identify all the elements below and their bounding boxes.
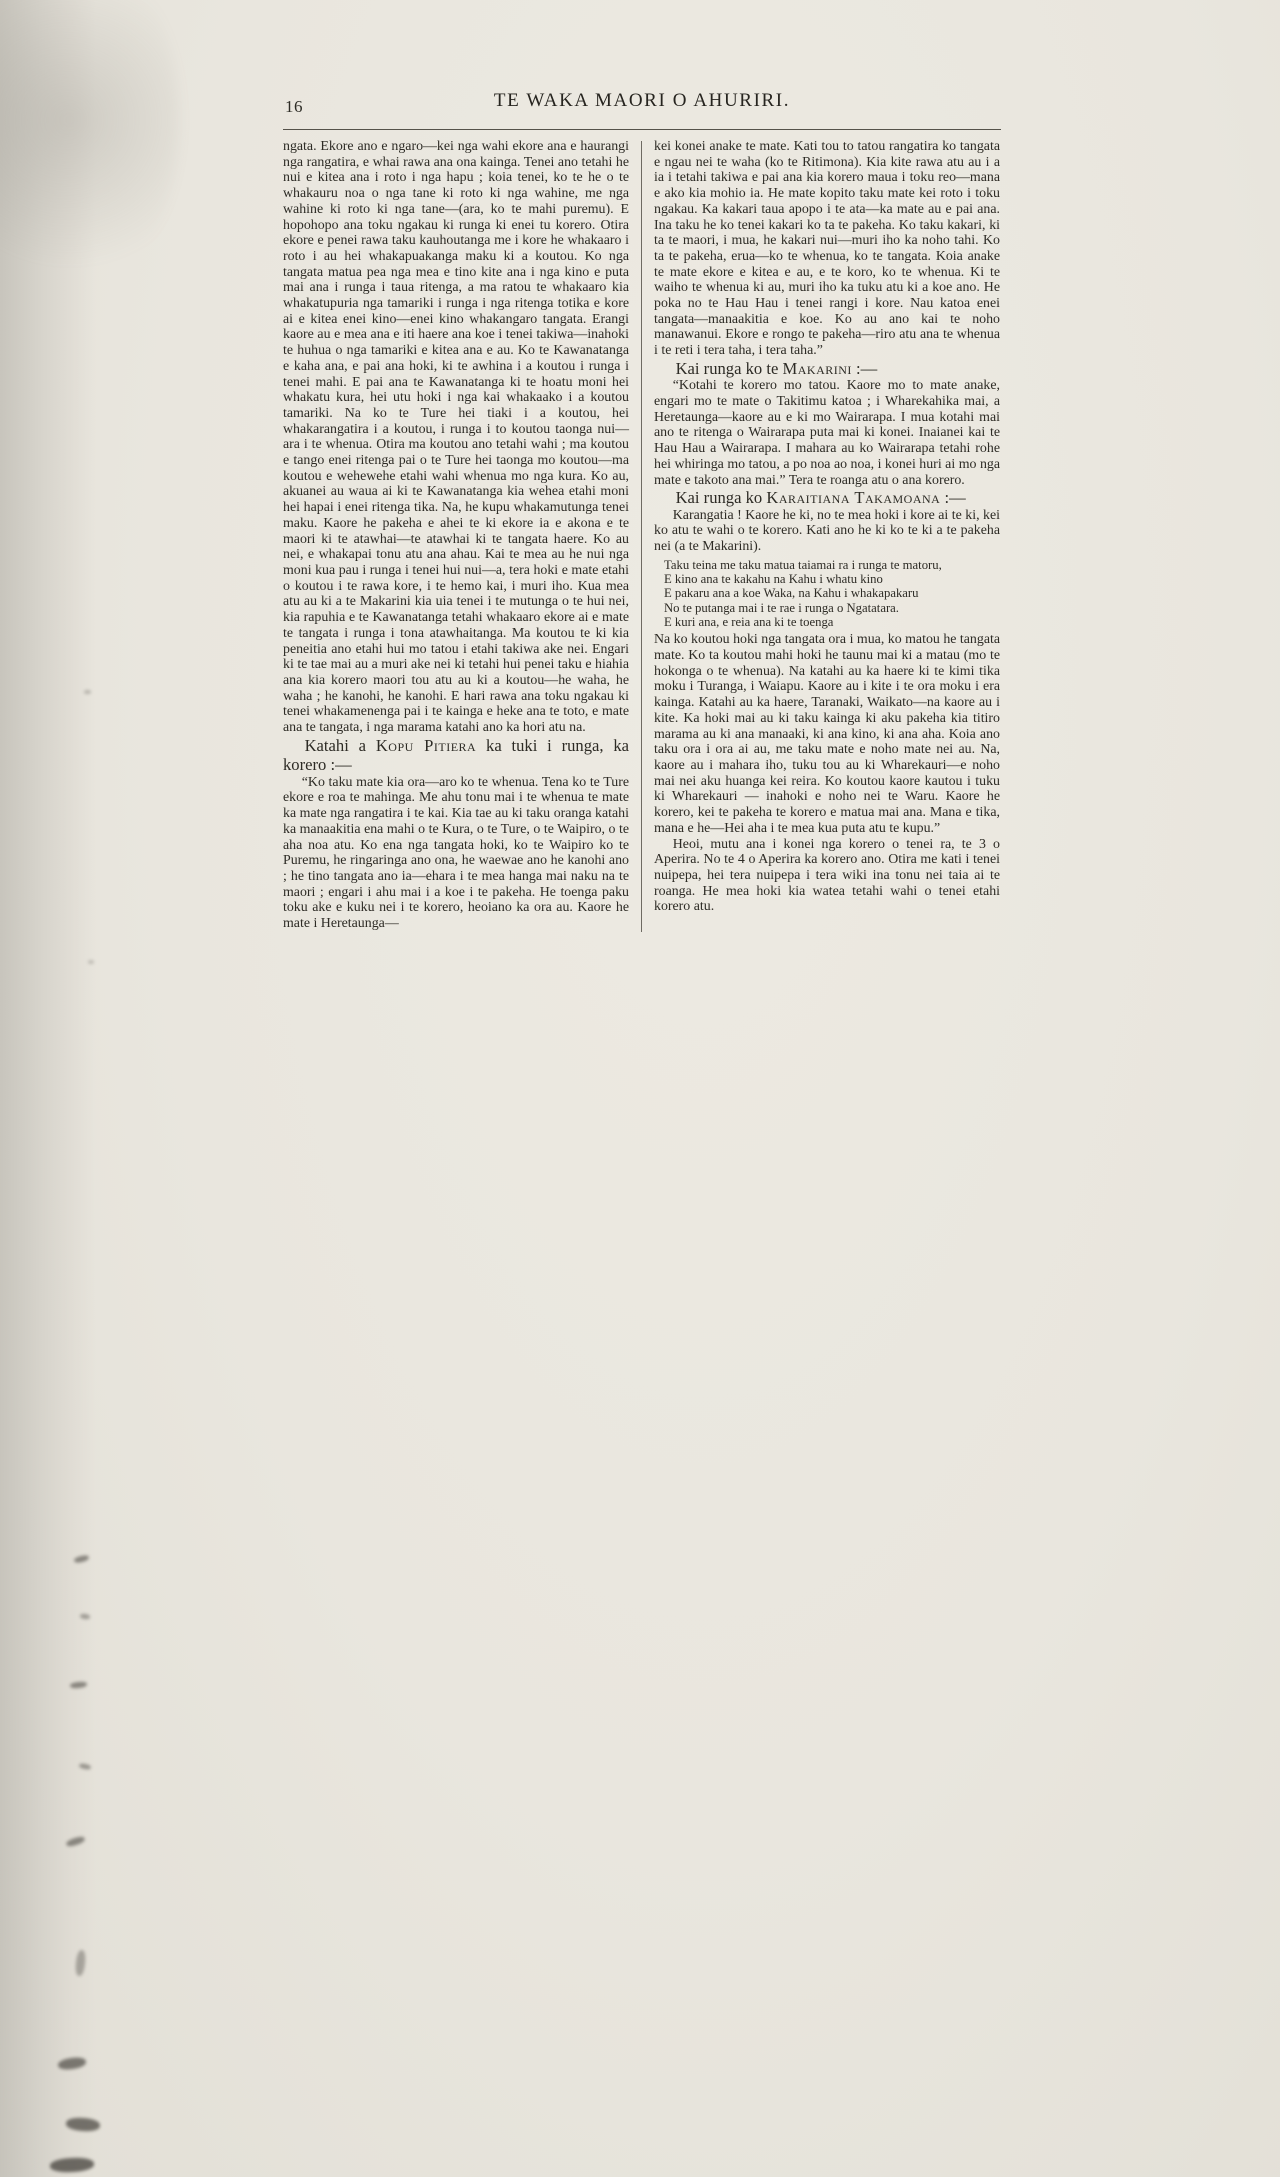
- scan-artifact: [88, 960, 94, 964]
- subheading-kopu-pitiera: [283, 736, 629, 775]
- masthead-title: TE WAKA MAORI O AHURIRI.: [493, 90, 791, 111]
- body-paragraph: “Ko taku mate kia ora—aro ko te whenua. Tena ko te Ture ekore e roa te mahinga. Me ahu tonu mai i te whenua te mate ka mate nga rangatira i te kai. Kia tae au ki taku oranga katahi ka manaakitia ena mahi o te Kura, o te Ture, o te Waipiro, o te aha noa atu. Ko ena nga tangata hoki, ko te Waipiro ko te Puremu, he ringaringa ano ona, he waewae ano he kanohi ano ; he tino tangata ano ia—ehara i te mea hanga mai naku na te maori ; engari i ahu mai i a koe i te pakeha. He toenga paku toku ake e kuku nei i te korero, heoiano ka ora au. Kaore he mate i Heretaunga—: [283, 774, 629, 932]
- body-paragraph: Na ko koutou hoki nga tangata ora i mua, ko matou he tangata mate. Ko ta koutou mahi hoki he taunu mai ki a matau (mo te hokonga o te whenua). Na katahi au ka haere ki te kimi tika moku i Turanga, i Waiapu. Kaore au i kite i te ora moku i era kainga. Katahi au ka haere, Taranaki, Waikato—na kaore au i kite. Ka hoki mai au ki taku kainga ki aku pakeha kia titiro marama au ki ana manaaki, ki ana kino, ki ana aha. Koia ano taku ora i ora ai au, me taku mate e noho mate nei au. Na, kaore au i mahara iho, tuku tou au ki Wharekauri—e noho mai nei aku huanga kei reira. Ko koutou kaore kautou i tuku ki Wharekauri — inahoki e noho nei te Waru. Kaore he korero, kei te pakeha te korero e matua mai ana. Mana e tika, mana e he—Hei aha i te mea kua puta atu te kupu.”: [654, 632, 1001, 836]
- body-paragraph: kei konei anake te mate. Kati tou to tatou rangatira ko tangata e ngau nei te waha (ko te Ritimona). Kia kite rawa atu au i a ia i tetahi takiwa e pai ana kia korero maua i toku reo—mana e ako kia mohio ia. He mate kopito taku mate kei roto i toku ngakau. Ka kakari taua apopo i te ata—ka mate au e pai ana. Ina taku he ko tenei kakari ko ta te pakeha. Ko taku kakari, ki ta te maori, i mua, he kakari nui—muri iho ka noho tahi. Ko ta te pakeha, erua—ko te whenua, ko te tangata. Koia anake te mate ekore e kitea e au, e te koro, ko te whenua. Ki te waiho te whenua ki au, muri iho ka tuku atu ki a koe ano. He poka no te Hau Hau i tenei rangi i kore. Nau katoa enei tangata—manaakitia e koe. Ko au ano kai te noho manawanui. Ekore e rongo te pakeha—riro atu ana te whenua i te reti i tera taha, i tera taha.”: [654, 139, 1000, 359]
- page-header: [283, 90, 1001, 122]
- speaker-name: Kopu Pitiera: [375, 735, 477, 755]
- column-divider: [641, 141, 642, 932]
- subheading-makarini: [654, 359, 1000, 379]
- scan-edge-shadow: [0, 0, 96, 2177]
- subheading-text: ka tuki i runga, ka korero :—: [283, 735, 629, 775]
- speaker-name: Makarini: [782, 358, 852, 378]
- verse-line: E pakaru ana a koe Waka, na Kahu i whakapakaru: [664, 586, 919, 601]
- text-columns: [283, 139, 1001, 932]
- subheading-text: :—: [940, 488, 966, 508]
- newspaper-sheet: [283, 90, 1001, 932]
- subheading-text: Kai runga ko te: [675, 358, 783, 378]
- column-left: [283, 139, 629, 932]
- subheading-text: Katahi a: [304, 735, 376, 755]
- scan-artifact: [0, 0, 180, 300]
- page-number: 16: [285, 97, 303, 116]
- header-rule: [283, 129, 1001, 130]
- column-right: [654, 139, 1000, 932]
- verse-line: E kino ana te kakahu na Kahu i whatu kino: [664, 572, 883, 587]
- subheading-text: Kai runga ko: [675, 488, 767, 508]
- body-paragraph: Heoi, mutu ana i konei nga korero o tenei ra, te 3 o Aperira. No te 4 o Aperira ka korero ano. Otira me kati i tenei nuipepa, hei tera nuipepa i tera wiki ina tonu nei taia ai te roanga. He mea hoki kia watea tetahi wahi o tenei etahi korero atu.: [654, 836, 1000, 915]
- verse-line: Taku teina me taku matua taiamai ra i runga te matoru,: [664, 557, 942, 572]
- body-paragraph: ngata. Ekore ano e ngaro—kei nga wahi ekore ana e haurangi nga rangatira, e whai rawa ana ona kainga. Tenei ano tetahi he nui e kitea ana i roto i nga hapu ; koia tenei, ko te he o te whakauru noa o nga tane ki roto ki nga wahine, me nga wahine ki roto ki nga tane—(ara, ko te mahi puremu). E hopohopo ana toku ngakau ki runga ki enei tu korero. Otira ekore e penei rawa taku kauhoutanga me i kore he whakaaro i roto i au hei whakapuakanga maku ki a koutou. Ko nga tangata matua pea nga mea e tino kite ana i nga kino e puta mai ana i runga i taua ritenga, a ma ratou te whakaaro kia whakatupuria nga tamariki i runga i nga ritenga totika e kore ai e kitea enei kino—enei kino whakangaro tangata. Erangi kaore au e mea ana e iti haere ana koe i tenei takiwa—inahoki te huhua o nga tamariki e kitea ana e au. Ko te Kawanatanga e kaha ana, e pai ana hoki, ki te awhina i a koutou i runga i tenei mahi. E pai ana te Kawanatanga ki te hoatu moni hei whakatu kura, hei utu hoki i nga kai whakaako i a koutou tamariki. Na ko te Ture hei tiaki i a koutou, hei whakarangatira i a koutou, i runga i to koutou taonga nui—ara i te whenua. Otira ma koutou ano tetahi wahi ; ma koutou e tango enei ritenga pai o te Ture hei taonga mo koutou—ma koutou e wehewehe etahi wahi whenua mo nga kura. Ko au, akuanei au waua ai ki te Kawanatanga kia wehea etahi moni hei hapai i enei ritenga tika. Na, he kupu whakamutunga tenei maku. Kaore he pakeha e ahei te ki ekore ia e akona e te maori ki te atawhai—te atawhai ki te tangata haere. Ko au nei, e whakapai tonu atu ana ahau. Kai te mea au he nui nga moni kua pau i runga i tenei hui nui—a, tera hoki e mate etahi o koutou i te rawa kore, i te hemo kai, i muri iho. Kua mea atu au ki a te Makarini kia uia tenei i te mutunga o te hui nei, kia rapuhia e te Kawanatanga tetahi whakaaro ekore ai e mate te tangata i runga i tona atawhaitanga. Ma koutou te ki kia peneitia ano etahi hui mo tatou i etahi takiwa ake nei. Engari ki te tae mai au a muri ake nei ki tetahi hui penei taku e hiahia ana kia korero maori tou atu au ki a koutou—he waha, he waha ; he kanohi, he kanohi. E hari rawa ana toku ngakau ki tenei whakamenenga pai i te kainga e heke ana te toto, e mate ana te tangata, i nga marama katahi ano ka hori atu na.: [283, 139, 629, 736]
- body-paragraph: “Kotahi te korero mo tatou. Kaore mo to mate anake, engari mo te mate o Takitimu katoa ; i Wharekahika mai, a Heretaunga—kaore au e ki mo Wairarapa. I mua kotahi mai ano te ritenga o Wairarapa puta mai ki konei. Inaianei kai te Hau Hau a Wairarapa. I mahara au ko Wairarapa tetahi rohe hei whiringa mo tatou, a po noa ao noa, i konei huri ai mo nga mate e takoto ana mai.” Tera te roanga atu o ana korero.: [654, 378, 1000, 488]
- speaker-name: Karaitiana Takamoana: [766, 488, 941, 508]
- verse-block: [658, 558, 1000, 629]
- subheading-karaitiana-takamoana: [654, 488, 1000, 508]
- verse-line: E kuri ana, e reia ana ki te toenga: [664, 615, 834, 630]
- scan-artifact: [84, 690, 91, 694]
- verse-line: No te putanga mai i te rae i runga o Ngatatara.: [664, 600, 899, 615]
- subheading-text: :—: [851, 358, 878, 378]
- body-paragraph: Karangatia ! Kaore he ki, no te mea hoki i kore ai te ki, kei ko atu te wahi o te korero. Kati ano he ki ko te ki a te pakeha nei (a te Makarini).: [654, 507, 1000, 555]
